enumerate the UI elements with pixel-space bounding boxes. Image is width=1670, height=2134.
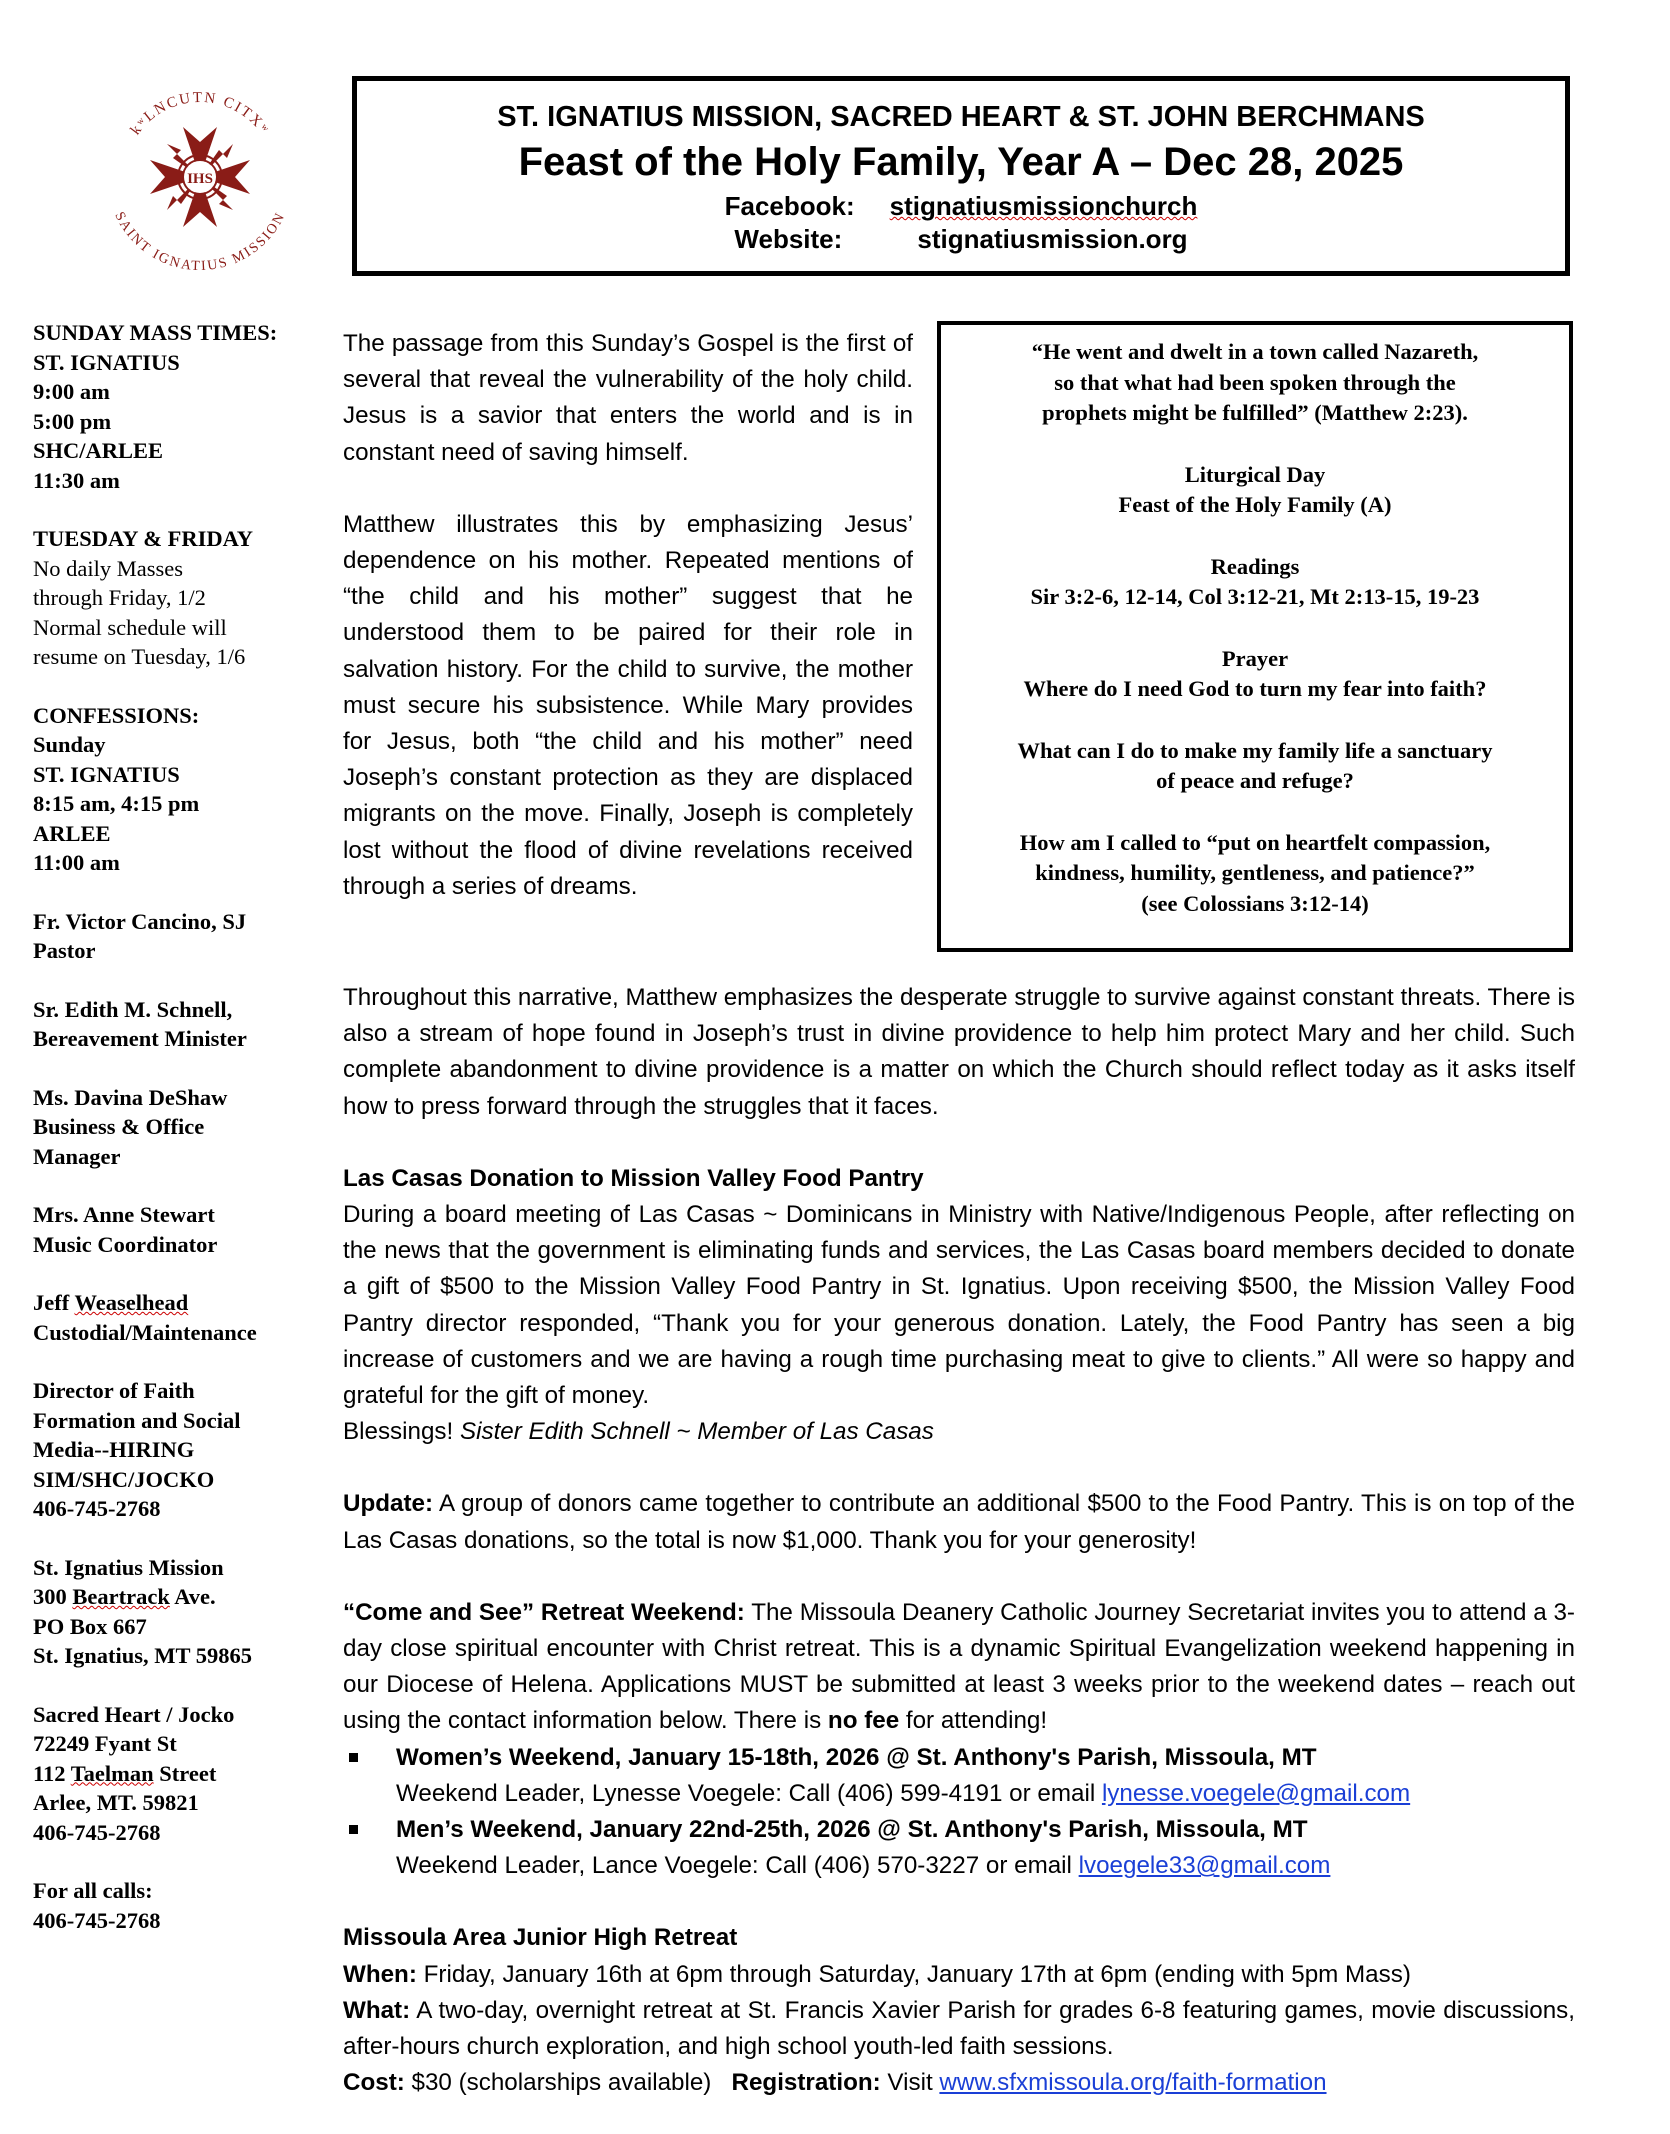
- weekday-schedule: [33, 524, 308, 672]
- retreat-text: The Missoula Deanery Catholic Journey Secretariat invites you to attend a 3-day close spiritual encounter with Christ retreat. This is a dynamic Spiritual Evangelization weekend happening in our Diocese of Helena. Applications MUST be submitted at least 3 weeks prior to the weekend dates – reach out using the contact information below. There is: [343, 1598, 1575, 1735]
- facebook-label: Facebook:: [724, 191, 855, 221]
- men-weekend-title: Men’s Weekend, January 22nd-25th, 2026 @ St. Anthony's Parish, Missoula, MT: [396, 1816, 1308, 1844]
- mission-logo: [95, 72, 305, 282]
- lascasas-body: During a board meeting of Las Casas ~ Dominicans in Ministry with Native/Indigenous People, after reflecting on the news that the government is eliminating funds and services, the Las Casas board members decided to donate a gift of $500 to the Mission Valley Food Pantry in St. Ignatius. Upon receiving $500, the Mission Valley Food Pantry director responded, “Thank you for your generous donation. Lately, the Food Pantry has seen a big increase of customers and we are having a rough time purchasing meat to give to clients.” All were so happy and grateful for the gift of money.: [343, 1201, 1575, 1410]
- staff-role: Business & Office: [33, 1114, 205, 1139]
- staff-role: Manager: [33, 1143, 121, 1169]
- liturgy-box: [937, 321, 1573, 952]
- bullet-icon: [349, 1825, 358, 1834]
- women-email-link[interactable]: lynesse.voegele@gmail.com: [1101, 1779, 1411, 1807]
- staff-name: [33, 1288, 308, 1318]
- junior-high-section: [343, 1920, 1575, 2101]
- junior-when: [343, 1957, 1575, 1993]
- women-weekend-title: Women’s Weekend, January 15-18th, 2026 @ St. Anthony's Parish, Missoula, MT: [396, 1743, 1317, 1771]
- street-word: Taelman: [70, 1760, 154, 1786]
- street-number: 112: [33, 1760, 71, 1786]
- calls-label: For all calls:: [33, 1878, 153, 1903]
- staff-name: Sr. Edith M. Schnell,: [33, 996, 233, 1022]
- logo-arc-bottom: SAINT IGNATIUS MISSION: [111, 209, 289, 275]
- main-content: [343, 980, 1575, 2101]
- staff-first-name: Jeff: [33, 1290, 75, 1315]
- quote-line: “He went and dwelt in a town called Nazareth,: [1031, 339, 1479, 364]
- confessions-time: 11:00 am: [33, 850, 120, 875]
- lascasas-section: [343, 1161, 1575, 1451]
- staff-name: Mrs. Anne Stewart: [33, 1202, 215, 1227]
- staff-custodial: [33, 1288, 308, 1347]
- mass-location: SHC/ARLEE: [33, 438, 164, 463]
- gospel-reflection: [343, 326, 913, 941]
- when-label: When:: [343, 1960, 417, 1988]
- staff-faith-formation: [33, 1376, 308, 1524]
- women-weekend-contact: Weekend Leader, Lynesse Voegele: Call (406) 599-4191 or email: [396, 1779, 1102, 1807]
- mass-time: 5:00 pm: [33, 408, 112, 434]
- all-calls: [33, 1876, 308, 1935]
- prayer-line: of peace and refuge?: [1156, 768, 1354, 793]
- junior-cost: [343, 2065, 1575, 2101]
- address-sacred-heart: [33, 1700, 308, 1848]
- staff-role: Director of Faith: [33, 1378, 195, 1403]
- staff-name: Fr. Victor Cancino, SJ: [33, 908, 247, 934]
- registration-link[interactable]: www.sfxmissoula.org/faith-formation: [939, 2069, 1327, 2097]
- quote-line: so that what had been spoken through the: [1054, 369, 1456, 395]
- signature-name: Sister Edith Schnell ~ Member of Las Casas: [459, 1418, 934, 1446]
- staff-music: [33, 1200, 308, 1259]
- staff-role: Music Coordinator: [33, 1231, 218, 1257]
- prayer-line: What can I do to make my family life a sanctuary: [1017, 737, 1493, 763]
- address-city: Arlee, MT. 59821: [33, 1790, 199, 1815]
- website-row: [357, 224, 1565, 255]
- parish-names: ST. IGNATIUS MISSION, SACRED HEART & ST. JOHN BERCHMANS: [497, 101, 1425, 133]
- no-fee-emphasis: no fee: [827, 1707, 900, 1735]
- readings-value: Sir 3:2-6, 12-14, Col 3:12-21, Mt 2:13-15, 19-23: [1030, 584, 1480, 609]
- confessions-time: 8:15 am, 4:15 pm: [33, 791, 200, 816]
- street-suffix: Street: [153, 1760, 217, 1786]
- phone-number: 406-745-2768: [33, 1496, 161, 1521]
- weekday-note: through Friday, 1/2: [33, 585, 206, 610]
- staff-bereavement: [33, 995, 308, 1054]
- scripture-quote: [941, 337, 1569, 429]
- logo-monogram: IHS: [187, 171, 213, 187]
- prayer-line: (see Colossians 3:12-14): [1141, 890, 1369, 916]
- mass-time: 9:00 am: [33, 379, 110, 404]
- address-name: Sacred Heart / Jocko: [33, 1701, 235, 1727]
- phone-number: 406-745-2768: [33, 1907, 161, 1933]
- facebook-handle[interactable]: stignatiusmissionchurch: [889, 191, 1198, 221]
- confessions-title: CONFESSIONS:: [33, 702, 200, 728]
- weekday-note: No daily Masses: [33, 555, 183, 581]
- staff-pastor: [33, 907, 308, 966]
- confessions: [33, 701, 308, 878]
- update-text: A group of donors came together to contribute an additional $500 to the Food Pantry. This is on top of the Las Casas donations, so the total is now $1,000. Thank you for your generosity!: [343, 1490, 1575, 1554]
- staff-name: Ms. Davina DeShaw: [33, 1084, 228, 1110]
- liturgical-day: [941, 460, 1569, 521]
- svg-text:kʷLNCUTN CITXʷ: [128, 90, 273, 138]
- retreat-label: “Come and See” Retreat Weekend:: [343, 1598, 745, 1626]
- lascasas-signature: [343, 1414, 1575, 1450]
- junior-what: [343, 1993, 1575, 2065]
- confessions-location: ARLEE: [33, 820, 111, 846]
- staff-last-name: Weaselhead: [74, 1290, 189, 1315]
- signature-prefix: Blessings!: [343, 1418, 460, 1446]
- address-street: [33, 1759, 308, 1789]
- what-label: What:: [343, 1996, 411, 2024]
- weekday-note: resume on Tuesday, 1/6: [33, 644, 246, 669]
- street-suffix: Ave.: [169, 1584, 216, 1609]
- staff-business: [33, 1083, 308, 1172]
- prayer-question: Where do I need God to turn my fear into faith?: [1023, 676, 1487, 701]
- mass-time: 11:30 am: [33, 467, 120, 493]
- reflection-paragraph: Matthew illustrates this by emphasizing Jesus’ dependence on his mother. Repeated mentions of “the child and his mother” suggest that he understood them to be paired for their role in salvation history. For the child to survive, the mother must secure his subsistence. While Mary provides for Jesus, both “the child and his mother” need Joseph’s constant protection as they are displaced migrants on the move. Finally, Joseph is completely lost without the flood of divine revelations received through a series of dreams.: [343, 510, 913, 900]
- address-city: St. Ignatius, MT 59865: [33, 1643, 253, 1668]
- prayer-line: kindness, humility, gentleness, and patience?”: [1035, 860, 1475, 885]
- retreat-list: [343, 1740, 1575, 1885]
- liturgical-day-title: Liturgical Day: [1184, 461, 1326, 487]
- website-label: Website:: [734, 224, 843, 254]
- update-section: [343, 1486, 1575, 1558]
- readings: [941, 552, 1569, 613]
- staff-role: Media--HIRING: [33, 1437, 195, 1462]
- reflection-paragraph: The passage from this Sunday’s Gospel is the first of several that reveal the vulnerability of the holy child. Jesus is a savior that enters the world and is in constant need of saving himself.: [343, 330, 913, 466]
- address-st-ignatius: [33, 1553, 308, 1671]
- logo-arc-top: kʷLNCUTN CITXʷ: [127, 89, 273, 139]
- svg-text:SAINT IGNATIUS MISSION: [111, 210, 289, 275]
- address-name: St. Ignatius Mission: [33, 1554, 224, 1580]
- address-po: PO Box 667: [33, 1613, 147, 1639]
- facebook-row: [357, 191, 1565, 222]
- bullet-icon: [349, 1753, 358, 1762]
- cost-label: Cost:: [343, 2069, 405, 2097]
- bulletin-header: [352, 76, 1570, 276]
- staff-role: SIM/SHC/JOCKO: [33, 1466, 215, 1492]
- prayer-question-3: [941, 828, 1569, 920]
- phone-number: 406-745-2768: [33, 1819, 161, 1845]
- retreat-section: [343, 1595, 1575, 1885]
- quote-line: prophets might be fulfilled” (Matthew 2:23).: [1042, 400, 1468, 425]
- weekday-note: Normal schedule will: [33, 614, 227, 640]
- retreat-text-end: for attending!: [899, 1707, 1048, 1735]
- readings-title: Readings: [1210, 553, 1300, 579]
- website-url[interactable]: stignatiusmission.org: [917, 224, 1188, 254]
- when-text: Friday, January 16th at 6pm through Saturday, January 17th at 6pm (ending with 5pm Mass): [416, 1960, 1411, 1988]
- reflection-paragraph: Throughout this narrative, Matthew emphasizes the desperate struggle to survive against constant threats. There is also a stream of hope found in Joseph’s trust in divine providence to help him protect Mary and her child. Such complete abandonment to divine providence is a matter on which the Church should reflect today as it asks itself how to press forward through the struggles that it faces.: [343, 984, 1575, 1120]
- men-weekend-contact: Weekend Leader, Lance Voegele: Call (406) 570-3227 or email: [396, 1852, 1079, 1880]
- junior-high-title: Missoula Area Junior High Retreat: [343, 1924, 738, 1952]
- mass-title: SUNDAY MASS TIMES:: [33, 320, 278, 345]
- staff-role: Formation and Social: [33, 1407, 241, 1433]
- list-item: [343, 1812, 1575, 1884]
- confessions-location: ST. IGNATIUS: [33, 761, 180, 787]
- list-item: [343, 1740, 1575, 1812]
- staff-role: Bereavement Minister: [33, 1026, 247, 1051]
- street-word: Beartrack: [72, 1584, 170, 1609]
- bulletin-title: Feast of the Holy Family, Year A – Dec 28, 2025: [518, 140, 1404, 184]
- registration-label: Registration:: [731, 2069, 881, 2097]
- prayer: [941, 644, 1569, 705]
- lascasas-title: Las Casas Donation to Mission Valley Food Pantry: [343, 1164, 924, 1192]
- confessions-day: Sunday: [33, 732, 106, 757]
- update-label: Update:: [343, 1490, 434, 1518]
- sidebar: [33, 318, 308, 1964]
- street-number: 300: [33, 1584, 73, 1609]
- cost-text: $30 (scholarships available): [404, 2069, 732, 2097]
- men-email-link[interactable]: lvoegele33@gmail.com: [1078, 1852, 1331, 1880]
- registration-text: Visit: [880, 2069, 940, 2097]
- address-street: [33, 1582, 308, 1612]
- weekday-title: TUESDAY & FRIDAY: [33, 526, 254, 551]
- sunday-mass-times: [33, 318, 308, 495]
- staff-role: Custodial/Maintenance: [33, 1319, 257, 1345]
- prayer-title: Prayer: [1221, 645, 1289, 671]
- retreat-intro: [343, 1595, 1575, 1740]
- mass-location: ST. IGNATIUS: [33, 349, 180, 375]
- address-street: 72249 Fyant St: [33, 1731, 177, 1756]
- liturgical-day-value: Feast of the Holy Family (A): [1118, 492, 1392, 517]
- what-text: A two-day, overnight retreat at St. Francis Xavier Parish for grades 6-8 featuring games, movie discussions, after-hours church exploration, and high school youth-led faith sessions.: [343, 1996, 1575, 2061]
- prayer-line: How am I called to “put on heartfelt compassion,: [1019, 829, 1491, 855]
- prayer-question-2: [941, 736, 1569, 797]
- staff-role: Pastor: [33, 938, 96, 963]
